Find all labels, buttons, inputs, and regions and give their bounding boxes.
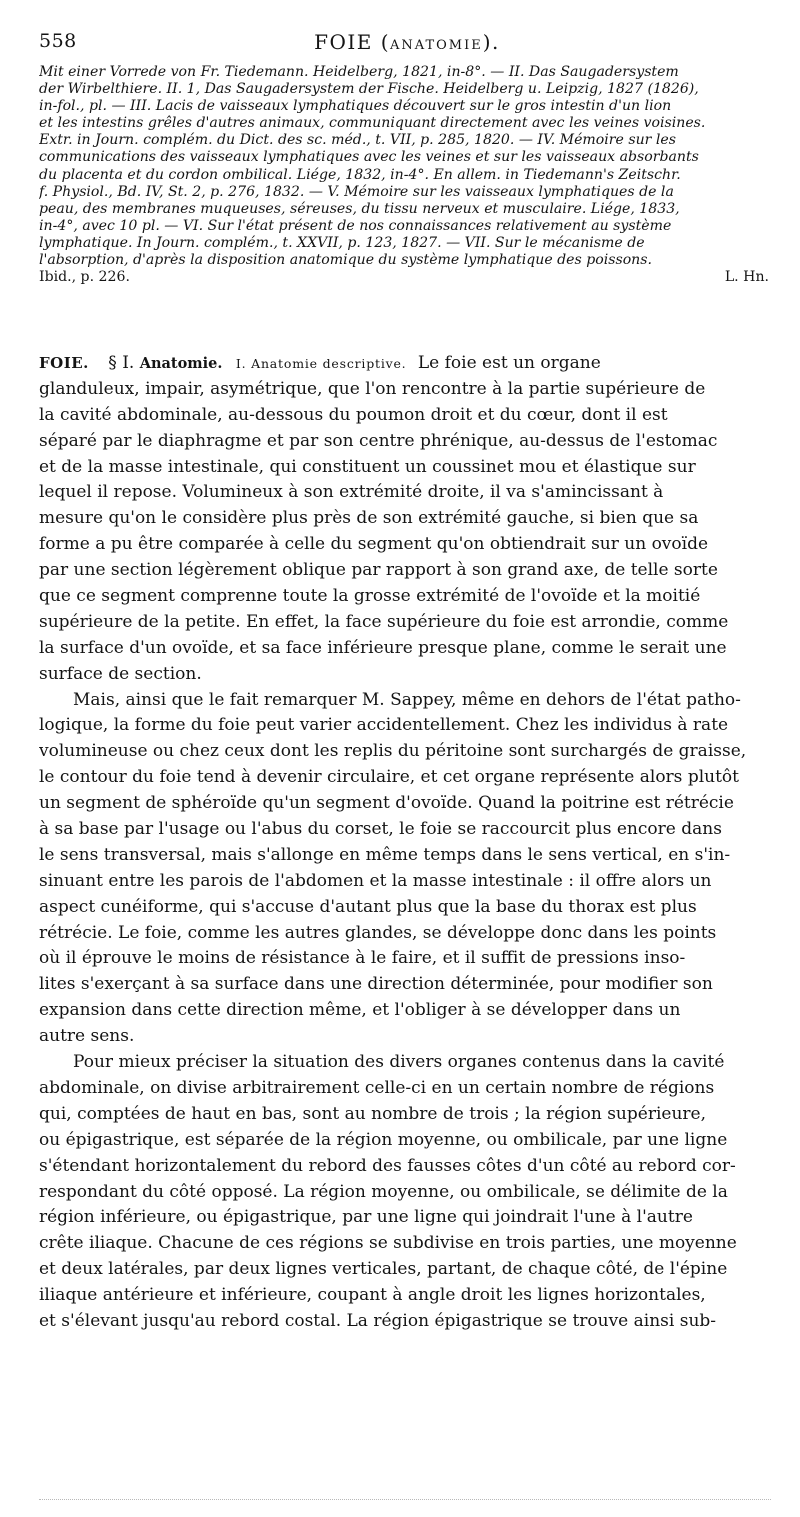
text-line: lites s'exerçant à sa surface dans une direction déterminée, pour modifier son — [39, 974, 713, 995]
text-line: que ce segment comprenne toute la grosse extrémité de l'ovoïde et la moitié — [39, 586, 701, 607]
text-line: f. Physiol., Bd. IV, St. 2, p. 276, 1832. — V. Mémoire sur les vaisseaux lymphatiques de la — [39, 183, 674, 200]
bibliography-block — [39, 64, 771, 286]
text-line: région inférieure, ou épigastrique, par une ligne qui joindrait l'une à l'autre — [39, 1207, 693, 1228]
text-line: où il éprouve le moins de résistance à le faire, et il suffit de pressions inso- — [39, 948, 686, 969]
text-line: rétrécie. Le foie, comme les autres glandes, se développe donc dans les points — [39, 922, 717, 943]
paragraph-1 — [39, 377, 775, 688]
article-headword: FOIE. — [39, 354, 89, 372]
text-line: sinuant entre les parois de l'abdomen et la masse intestinale : il offre alors un — [39, 870, 712, 891]
text-line: aspect cunéiforme, qui s'accuse d'autant plus que la base du thorax est plus — [39, 896, 697, 917]
article-heading-line — [39, 351, 775, 377]
section-mark: § I. — [108, 353, 135, 373]
text-line: Mais, ainsi que le fait remarquer M. Sappey, même en dehors de l'état patho- — [73, 689, 741, 710]
running-title — [39, 30, 775, 54]
text-line: lequel il repose. Volumineux à son extrémité droite, il va s'amincissant à — [39, 482, 664, 503]
text-line: communications des vaisseaux lymphatiques avec les veines et sur les vaisseaux absorbants — [39, 149, 699, 166]
text-line: du placenta et du cordon ombilical. Liége, 1832, in-4°. En allem. in Tiedemann's Zeitschr. — [39, 166, 681, 183]
paragraph-2 — [39, 688, 775, 1050]
text-line: forme a pu être comparée à celle du segment qu'on obtiendrait sur un ovoïde — [39, 534, 709, 555]
text-line: la surface d'un ovoïde, et sa face inférieure presque plane, comme le serait une — [39, 637, 727, 658]
text-line: la cavité abdominale, au-dessous du poumon droit et du cœur, dont il est — [39, 404, 668, 425]
text-line: der Wirbelthiere. II. 1, Das Saugadersystem der Fische. Heidelberg u. Leipzig, 1827 (1826), — [39, 81, 699, 98]
text-line: un segment de sphéroïde qu'un segment d'ovoïde. Quand la poitrine est rétrécie — [39, 793, 734, 814]
text-line: lymphatique. In Journ. complém., t. XXVII, p. 123, 1827. — VII. Sur le mécanisme de — [39, 234, 645, 251]
text-line: glanduleux, impair, asymétrique, que l'on rencontre à la partie supérieure de — [39, 378, 706, 399]
text-line: logique, la forme du foie peut varier accidentellement. Chez les individus à rate — [39, 715, 729, 736]
text-line: volumineuse ou chez ceux dont les replis du péritoine sont surchargés de graisse, — [39, 741, 747, 762]
text-line: supérieure de la petite. En effet, la face supérieure du foie est arrondie, comme — [39, 611, 729, 632]
text-line: Mit einer Vorrede von Fr. Tiedemann. Heidelberg, 1821, in-8°. — II. Das Saugadersystem — [39, 64, 679, 80]
text-line: Pour mieux préciser la situation des divers organes contenus dans la cavité — [73, 1052, 725, 1073]
bottom-margin-artifact — [39, 1499, 771, 1502]
text-line: autre sens. — [39, 1026, 135, 1047]
text-line: le contour du foie tend à devenir circulaire, et cet organe représente alors plutôt — [39, 767, 739, 788]
text-line: peau, des membranes muqueuses, séreuses, du tissu nerveux et musculaire. Liége, 1833, — [39, 200, 680, 217]
paragraph-3 — [39, 1050, 775, 1335]
text-line: Extr. in Journ. complém. du Dict. des sc. méd., t. VII, p. 285, 1820. — IV. Mémoire sur les — [39, 132, 676, 149]
text-line: et deux latérales, par deux lignes verticales, partant, de chaque côté, de l'épine — [39, 1259, 728, 1280]
running-header — [39, 30, 775, 58]
text-line: le sens transversal, mais s'allonge en même temps dans le sens vertical, en s'in- — [39, 844, 731, 865]
text-line: ou épigastrique, est séparée de la région moyenne, ou ombilicale, par une ligne — [39, 1129, 728, 1150]
text-line: mesure qu'on le considère plus près de son extrémité gauche, si bien que sa — [39, 508, 699, 529]
text-line: l'absorption, d'après la disposition anatomique du système lymphatique des poissons. — [39, 252, 652, 269]
text-line: abdominale, on divise arbitrairement celle-ci en un certain nombre de régions — [39, 1077, 715, 1098]
article-body — [39, 351, 775, 1335]
first-line-text: Le foie est un organe — [417, 353, 601, 373]
text-line: par une section légèrement oblique par rapport à son grand axe, de telle sorte — [39, 560, 718, 581]
page-number: 558 — [39, 30, 77, 52]
text-line: qui, comptées de haut en bas, sont au nombre de trois ; la région supérieure, — [39, 1103, 706, 1124]
text-line: iliaque antérieure et inférieure, coupant à angle droit les lignes horizontales, — [39, 1285, 706, 1306]
text-line: in-4°, avec 10 pl. — VI. Sur l'état présent de nos connaissances relativement au système — [39, 217, 672, 234]
bibliography-author: L. Hn. — [724, 269, 769, 286]
text-line: à sa base par l'usage ou l'abus du corset, le foie se raccourcit plus encore dans — [39, 819, 722, 840]
text-line: s'étendant horizontalement du rebord des fausses côtes d'un côté au rebord cor- — [39, 1155, 736, 1176]
text-line: crête iliaque. Chacune de ces régions se subdivise en trois parties, une moyenne — [39, 1233, 737, 1254]
bibliography-closing-line — [39, 269, 771, 286]
bibliography-lines — [39, 64, 771, 269]
text-line: surface de section. — [39, 663, 202, 684]
text-line: séparé par le diaphragme et par son centre phrénique, au-dessus de l'estomac — [39, 430, 718, 451]
subsection-title: I. Anatomie descriptive. — [235, 356, 407, 371]
running-title-main: FOIE ( — [314, 30, 391, 54]
text-line: in-fol., pl. — III. Lacis de vaisseaux lymphatiques découvert sur le gros intestin d'un lion — [39, 98, 672, 115]
text-line: et les intestins grêles d'autres animaux, communiquant directement avec les veines voisines. — [39, 115, 706, 132]
running-title-subject: ANATOMIE — [390, 38, 483, 53]
running-title-end: ). — [482, 30, 500, 54]
text-line: et de la masse intestinale, qui constituent un coussinet mou et élastique sur — [39, 456, 696, 477]
text-line: respondant du côté opposé. La région moyenne, ou ombilicale, se délimite de la — [39, 1181, 728, 1202]
text-line: et s'élevant jusqu'au rebord costal. La région épigastrique se trouve ainsi sub- — [39, 1310, 717, 1331]
bibliography-ibid: Ibid., p. 226. — [39, 269, 130, 286]
section-title: Anatomie. — [139, 355, 223, 372]
text-line: expansion dans cette direction même, et l'obliger à se développer dans un — [39, 1000, 681, 1021]
